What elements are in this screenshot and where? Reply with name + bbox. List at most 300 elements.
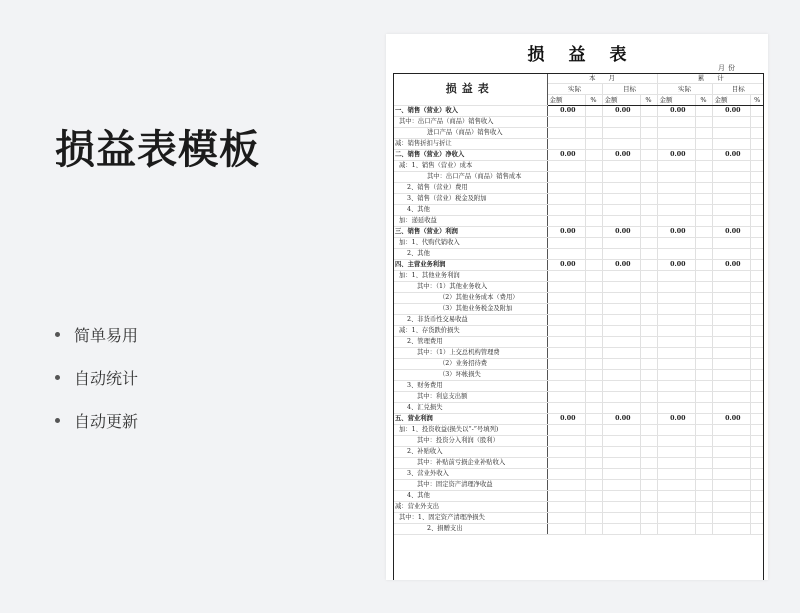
percent-cell xyxy=(750,293,764,304)
percent-cell xyxy=(640,326,657,337)
amount-cell xyxy=(602,436,640,447)
amount-cell: 0.00 xyxy=(602,106,640,117)
percent-cell xyxy=(750,304,764,315)
percent-cell xyxy=(750,425,764,436)
income-statement-table xyxy=(393,73,764,535)
percent-cell xyxy=(640,502,657,513)
row-label: 2、捐赠支出 xyxy=(393,524,547,535)
percent-cell xyxy=(640,348,657,359)
amount-cell xyxy=(547,194,585,205)
amount-cell xyxy=(547,403,585,414)
amount-cell: 0.00 xyxy=(712,106,750,117)
amount-cell xyxy=(657,436,695,447)
amount-cell xyxy=(657,524,695,535)
amount-cell xyxy=(547,249,585,260)
percent-cell xyxy=(695,205,712,216)
percent-cell xyxy=(695,150,712,161)
row-label: 其中：投资分入利润（股利） xyxy=(393,436,547,447)
percent-cell xyxy=(750,194,764,205)
row-label: 一、销售（营业）收入 xyxy=(393,106,547,117)
row-label: 加：1、其他业务利润 xyxy=(393,271,547,282)
percent-cell xyxy=(750,469,764,480)
feature-item xyxy=(55,313,138,356)
amount-cell xyxy=(657,348,695,359)
amount-cell xyxy=(547,293,585,304)
amount-cell xyxy=(712,128,750,139)
row-label: 减：1、存货跌价损失 xyxy=(393,326,547,337)
percent-cell xyxy=(640,491,657,502)
amount-cell xyxy=(712,513,750,524)
percent-cell xyxy=(585,491,602,502)
amount-cell: 0.00 xyxy=(547,150,585,161)
amount-cell xyxy=(712,183,750,194)
percent-cell xyxy=(695,106,712,117)
percent-cell xyxy=(695,260,712,271)
amount-cell xyxy=(547,425,585,436)
amount-cell xyxy=(712,370,750,381)
percent-cell xyxy=(695,271,712,282)
percent-cell xyxy=(750,381,764,392)
amount-cell xyxy=(547,172,585,183)
percent-cell xyxy=(640,392,657,403)
percent-cell xyxy=(585,381,602,392)
percent-cell xyxy=(585,458,602,469)
percent-cell xyxy=(640,183,657,194)
header-percent: % xyxy=(695,95,712,106)
amount-cell xyxy=(547,128,585,139)
amount-cell xyxy=(712,469,750,480)
amount-cell xyxy=(547,359,585,370)
amount-cell: 0.00 xyxy=(547,227,585,238)
percent-cell xyxy=(585,304,602,315)
amount-cell xyxy=(547,381,585,392)
row-label: 四、主营业务利润 xyxy=(393,260,547,271)
percent-cell xyxy=(640,425,657,436)
amount-cell xyxy=(712,458,750,469)
percent-cell xyxy=(585,293,602,304)
percent-cell xyxy=(585,172,602,183)
amount-cell xyxy=(657,139,695,150)
row-label: 三、销售（营业）利润 xyxy=(393,227,547,238)
percent-cell xyxy=(640,293,657,304)
row-label: 加：1、代购代销收入 xyxy=(393,238,547,249)
row-label: 其中：利息支出额 xyxy=(393,392,547,403)
percent-cell xyxy=(585,348,602,359)
amount-cell xyxy=(602,304,640,315)
percent-cell xyxy=(750,128,764,139)
percent-cell xyxy=(750,326,764,337)
percent-cell xyxy=(750,502,764,513)
table-row xyxy=(393,293,764,304)
amount-cell xyxy=(602,293,640,304)
row-label: 4、其他 xyxy=(393,205,547,216)
table-row xyxy=(393,392,764,403)
percent-cell xyxy=(750,249,764,260)
percent-cell xyxy=(640,139,657,150)
amount-cell xyxy=(602,381,640,392)
amount-cell xyxy=(602,370,640,381)
percent-cell xyxy=(585,326,602,337)
amount-cell xyxy=(602,271,640,282)
percent-cell xyxy=(585,260,602,271)
percent-cell xyxy=(695,249,712,260)
amount-cell xyxy=(547,513,585,524)
header-actual: 实际 xyxy=(547,84,602,95)
amount-cell xyxy=(602,128,640,139)
percent-cell xyxy=(640,447,657,458)
amount-cell xyxy=(657,183,695,194)
percent-cell xyxy=(695,381,712,392)
amount-cell xyxy=(602,513,640,524)
percent-cell xyxy=(585,139,602,150)
percent-cell xyxy=(640,194,657,205)
amount-cell xyxy=(712,249,750,260)
amount-cell xyxy=(547,205,585,216)
amount-cell xyxy=(602,172,640,183)
percent-cell xyxy=(695,458,712,469)
amount-cell xyxy=(547,524,585,535)
percent-cell xyxy=(695,480,712,491)
percent-cell xyxy=(750,480,764,491)
table-row xyxy=(393,491,764,502)
table-row xyxy=(393,359,764,370)
amount-cell xyxy=(712,304,750,315)
row-label: 2、非货币性交易收益 xyxy=(393,315,547,326)
month-label: 月份 xyxy=(718,64,738,72)
percent-cell xyxy=(695,513,712,524)
amount-cell xyxy=(547,469,585,480)
table-row xyxy=(393,381,764,392)
table-row xyxy=(393,436,764,447)
feature-list xyxy=(55,313,138,442)
row-label: 进口产品（商品）销售收入 xyxy=(393,128,547,139)
amount-cell xyxy=(657,480,695,491)
amount-cell xyxy=(547,348,585,359)
table-row xyxy=(393,513,764,524)
percent-cell xyxy=(640,106,657,117)
amount-cell xyxy=(657,205,695,216)
row-label: 其中：1、固定资产清理净损失 xyxy=(393,513,547,524)
amount-cell xyxy=(602,315,640,326)
percent-cell xyxy=(585,117,602,128)
percent-cell xyxy=(640,436,657,447)
percent-cell xyxy=(585,271,602,282)
row-label: 其中：出口产品（商品）销售收入 xyxy=(393,117,547,128)
table-row xyxy=(393,469,764,480)
amount-cell xyxy=(712,425,750,436)
row-label: （3）其他业务税金及附加 xyxy=(393,304,547,315)
percent-cell xyxy=(695,238,712,249)
percent-cell xyxy=(695,326,712,337)
percent-cell xyxy=(585,370,602,381)
amount-cell xyxy=(712,502,750,513)
amount-cell: 0.00 xyxy=(547,260,585,271)
percent-cell xyxy=(640,513,657,524)
percent-cell xyxy=(585,447,602,458)
percent-cell xyxy=(750,161,764,172)
percent-cell xyxy=(695,359,712,370)
table-row xyxy=(393,502,764,513)
table-row xyxy=(393,370,764,381)
row-label: 3、财务费用 xyxy=(393,381,547,392)
table-row xyxy=(393,337,764,348)
amount-cell xyxy=(712,161,750,172)
amount-cell xyxy=(602,480,640,491)
amount-cell xyxy=(712,524,750,535)
amount-cell: 0.00 xyxy=(657,106,695,117)
percent-cell xyxy=(585,425,602,436)
percent-cell xyxy=(750,436,764,447)
amount-cell xyxy=(547,304,585,315)
amount-cell: 0.00 xyxy=(657,260,695,271)
percent-cell xyxy=(750,172,764,183)
amount-cell xyxy=(657,271,695,282)
amount-cell xyxy=(547,161,585,172)
percent-cell xyxy=(585,502,602,513)
row-label: 加：1、投资收益(损失以“-”号填列) xyxy=(393,425,547,436)
percent-cell xyxy=(585,315,602,326)
amount-cell xyxy=(712,326,750,337)
amount-cell xyxy=(712,337,750,348)
spreadsheet-preview xyxy=(386,34,768,580)
amount-cell xyxy=(547,139,585,150)
amount-cell xyxy=(657,293,695,304)
percent-cell xyxy=(640,205,657,216)
row-label: 其中：（1）上交总机构管理费 xyxy=(393,348,547,359)
amount-cell xyxy=(602,238,640,249)
percent-cell xyxy=(585,238,602,249)
amount-cell xyxy=(657,425,695,436)
amount-cell xyxy=(712,293,750,304)
table-row xyxy=(393,447,764,458)
row-label: 二、销售（营业）净收入 xyxy=(393,150,547,161)
amount-cell xyxy=(657,447,695,458)
amount-cell xyxy=(712,447,750,458)
percent-cell xyxy=(640,128,657,139)
percent-cell xyxy=(750,348,764,359)
percent-cell xyxy=(695,216,712,227)
percent-cell xyxy=(585,282,602,293)
amount-cell xyxy=(657,403,695,414)
amount-cell xyxy=(547,271,585,282)
row-label: 其中：出口产品（商品）销售成本 xyxy=(393,172,547,183)
percent-cell xyxy=(750,227,764,238)
table-row xyxy=(393,326,764,337)
row-label: 减：营业外支出 xyxy=(393,502,547,513)
amount-cell xyxy=(657,458,695,469)
bullet-dot-icon xyxy=(55,375,60,380)
table-row xyxy=(393,150,764,161)
table-row xyxy=(393,425,764,436)
percent-cell xyxy=(640,282,657,293)
percent-cell xyxy=(585,216,602,227)
percent-cell xyxy=(640,480,657,491)
amount-cell xyxy=(547,282,585,293)
header-label: 损益表 xyxy=(393,73,547,106)
amount-cell: 0.00 xyxy=(657,150,695,161)
percent-cell xyxy=(750,414,764,425)
percent-cell xyxy=(695,293,712,304)
percent-cell xyxy=(640,337,657,348)
percent-cell xyxy=(750,524,764,535)
table-row xyxy=(393,304,764,315)
percent-cell xyxy=(695,469,712,480)
table-row xyxy=(393,161,764,172)
percent-cell xyxy=(750,458,764,469)
amount-cell: 0.00 xyxy=(547,414,585,425)
percent-cell xyxy=(585,128,602,139)
amount-cell xyxy=(712,271,750,282)
amount-cell xyxy=(547,238,585,249)
row-label: 2、销售（营业）费用 xyxy=(393,183,547,194)
header-target: 目标 xyxy=(602,84,657,95)
percent-cell xyxy=(695,491,712,502)
percent-cell xyxy=(585,337,602,348)
amount-cell xyxy=(712,392,750,403)
amount-cell xyxy=(547,458,585,469)
percent-cell xyxy=(695,183,712,194)
amount-cell xyxy=(712,172,750,183)
percent-cell xyxy=(640,304,657,315)
amount-cell xyxy=(602,139,640,150)
amount-cell xyxy=(712,359,750,370)
amount-cell xyxy=(602,458,640,469)
percent-cell xyxy=(585,403,602,414)
feature-label: 自动统计 xyxy=(74,369,139,388)
row-label: （2）业务招待费 xyxy=(393,359,547,370)
amount-cell xyxy=(547,216,585,227)
percent-cell xyxy=(750,106,764,117)
amount-cell xyxy=(657,502,695,513)
amount-cell xyxy=(602,216,640,227)
amount-cell xyxy=(657,216,695,227)
header-percent: % xyxy=(750,95,764,106)
header-amount: 金额 xyxy=(602,95,640,106)
amount-cell xyxy=(547,392,585,403)
amount-cell xyxy=(602,447,640,458)
amount-cell xyxy=(712,381,750,392)
percent-cell xyxy=(695,436,712,447)
table-row xyxy=(393,106,764,117)
table-row xyxy=(393,480,764,491)
amount-cell xyxy=(602,249,640,260)
row-label: （3）坏帐损失 xyxy=(393,370,547,381)
percent-cell xyxy=(695,403,712,414)
header-amount: 金额 xyxy=(657,95,695,106)
amount-cell: 0.00 xyxy=(657,414,695,425)
amount-cell xyxy=(547,370,585,381)
percent-cell xyxy=(695,139,712,150)
amount-cell xyxy=(712,216,750,227)
percent-cell xyxy=(695,348,712,359)
amount-cell xyxy=(657,238,695,249)
percent-cell xyxy=(585,150,602,161)
amount-cell xyxy=(657,359,695,370)
row-label: 4、其他 xyxy=(393,491,547,502)
header-group-cumulative: 累 计 xyxy=(657,73,764,84)
amount-cell xyxy=(712,480,750,491)
amount-cell xyxy=(657,381,695,392)
table-row xyxy=(393,458,764,469)
amount-cell: 0.00 xyxy=(602,227,640,238)
percent-cell xyxy=(695,117,712,128)
percent-cell xyxy=(585,436,602,447)
percent-cell xyxy=(695,337,712,348)
amount-cell xyxy=(712,194,750,205)
amount-cell xyxy=(712,491,750,502)
amount-cell xyxy=(657,469,695,480)
percent-cell xyxy=(750,271,764,282)
percent-cell xyxy=(750,150,764,161)
amount-cell xyxy=(547,447,585,458)
amount-cell xyxy=(602,117,640,128)
percent-cell xyxy=(640,161,657,172)
amount-cell: 0.00 xyxy=(602,414,640,425)
percent-cell xyxy=(640,414,657,425)
feature-label: 自动更新 xyxy=(74,412,139,431)
percent-cell xyxy=(585,161,602,172)
amount-cell xyxy=(712,315,750,326)
percent-cell xyxy=(695,194,712,205)
amount-cell xyxy=(602,403,640,414)
amount-cell xyxy=(602,491,640,502)
percent-cell xyxy=(640,216,657,227)
amount-cell xyxy=(547,436,585,447)
amount-cell xyxy=(657,161,695,172)
amount-cell xyxy=(602,194,640,205)
amount-cell xyxy=(657,117,695,128)
table-row xyxy=(393,238,764,249)
percent-cell xyxy=(640,458,657,469)
amount-cell xyxy=(712,238,750,249)
percent-cell xyxy=(640,469,657,480)
table-row xyxy=(393,282,764,293)
percent-cell xyxy=(695,304,712,315)
percent-cell xyxy=(640,271,657,282)
percent-cell xyxy=(750,337,764,348)
header-percent: % xyxy=(585,95,602,106)
row-label: 减：销售折扣与折让 xyxy=(393,139,547,150)
table-row xyxy=(393,128,764,139)
amount-cell: 0.00 xyxy=(712,414,750,425)
amount-cell xyxy=(657,194,695,205)
amount-cell xyxy=(657,172,695,183)
amount-cell: 0.00 xyxy=(602,150,640,161)
row-label: 其中：补贴前亏损企业补贴收入 xyxy=(393,458,547,469)
amount-cell xyxy=(602,161,640,172)
percent-cell xyxy=(640,150,657,161)
table-row xyxy=(393,183,764,194)
percent-cell xyxy=(585,469,602,480)
amount-cell xyxy=(712,139,750,150)
table-row xyxy=(393,403,764,414)
percent-cell xyxy=(695,425,712,436)
amount-cell xyxy=(712,205,750,216)
header-group-month: 本 月 xyxy=(547,73,657,84)
percent-cell xyxy=(640,260,657,271)
row-label: 2、其他 xyxy=(393,249,547,260)
amount-cell xyxy=(657,370,695,381)
amount-cell xyxy=(602,359,640,370)
amount-cell xyxy=(712,403,750,414)
percent-cell xyxy=(585,183,602,194)
amount-cell xyxy=(602,425,640,436)
percent-cell xyxy=(695,161,712,172)
amount-cell xyxy=(657,128,695,139)
percent-cell xyxy=(695,315,712,326)
percent-cell xyxy=(695,447,712,458)
amount-cell xyxy=(657,392,695,403)
